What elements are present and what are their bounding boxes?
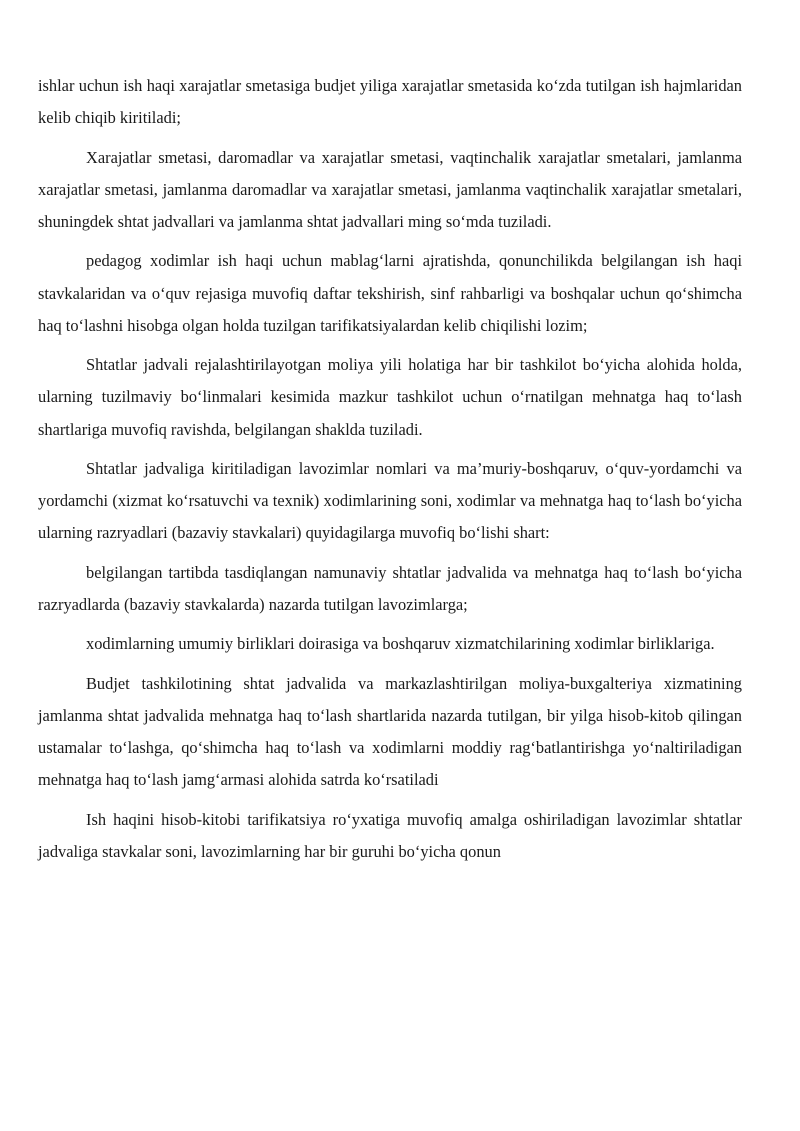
paragraph-payroll-fund: Budjet tashkilotining shtat jadvalida va markazlashtirilgan moliya-buxgalteriya xizmatining jamlanma shtat jadvalida mehnatga haq to‘lash shartlarida nazarda tutilgan, bir yilga hisob-kitob qilingan ustamalar to‘lashga, qo‘shimcha haq to‘lash va xodimlarni moddiy rag‘batlantirishga yo‘naltiriladigan mehnatga haq to‘lash jamg‘armasi alohida satrda ko‘rsatiladi (38, 673, 742, 790)
paragraph-staff-units: xodimlarning umumiy birliklari doirasiga va boshqaruv xizmatchilarining xodimlar birliklariga. (86, 634, 715, 654)
paragraph-position-names: Shtatlar jadvaliga kiritiladigan lavozimlar nomlari va ma’muriy-boshqaruv, o‘quv-yordamchi va yordamchi (xizmat ko‘rsatuvchi va texnik) xodimlarining soni, xodimlar va mehnatga haq to‘lash bo‘yicha ularning razryadlari (bazaviy stavkalari) quyidagilarga muvofiq bo‘lishi shart: (38, 458, 742, 543)
paragraph-smeta-units: Xarajatlar smetasi, daromadlar va xarajatlar smetasi, vaqtinchalik xarajatlar smetalari, jamlanma xarajatlar smetasi, jamlanma daromadlar va xarajatlar smetasi, jamlanma vaqtinchalik xarajatlar smetalari, shuningdek shtat jadvallari va jamlanma shtat jadvallari ming so‘mda tuziladi. (38, 147, 742, 231)
paragraph-pedagog-salary: pedagog xodimlar ish haqi uchun mablag‘larni ajratishda, qonunchilikda belgilangan ish haqi stavkalaridan va o‘quv rejasiga muvofiq daftar tekshirish, sinf rahbarligi va boshqalar uchun qo‘shimcha haq to‘lashni hisobga olgan holda tuzilgan tarifikatsiyalardan kelib chiqilishi lozim; (38, 251, 742, 335)
paragraph-approved-positions: belgilangan tartibda tasdiqlangan namunaviy shtatlar jadvalida va mehnatga haq to‘lash bo‘yicha razryadlarda (bazaviy stavkalarda) nazarda tutilgan lavozimlarga; (38, 562, 742, 614)
paragraph-continuation: ishlar uchun ish haqi xarajatlar smetasiga budjet yiliga xarajatlar smetasida ko‘zda tutilgan ish hajmlaridan kelib chiqib kiritiladi; (38, 76, 742, 128)
paragraph-staff-schedule: Shtatlar jadvali rejalashtirilayotgan moliya yili holatiga har bir tashkilot bo‘yicha alohida holda, ularning tuzilmaviy bo‘linmalari kesimida mazkur tashkilot uchun o‘rnatilgan mehnatga haq to‘lash shartlariga muvofiq ravishda, belgilangan shaklda tuziladi. (38, 355, 742, 439)
document-page (38, 70, 742, 875)
paragraph-tariff-list: Ish haqini hisob-kitobi tarifikatsiya ro‘yxatiga muvofiq amalga oshiriladigan lavozimlar shtatlar jadvaliga stavkalar soni, lavozimlarning har bir guruhi bo‘yicha qonun (38, 809, 742, 861)
